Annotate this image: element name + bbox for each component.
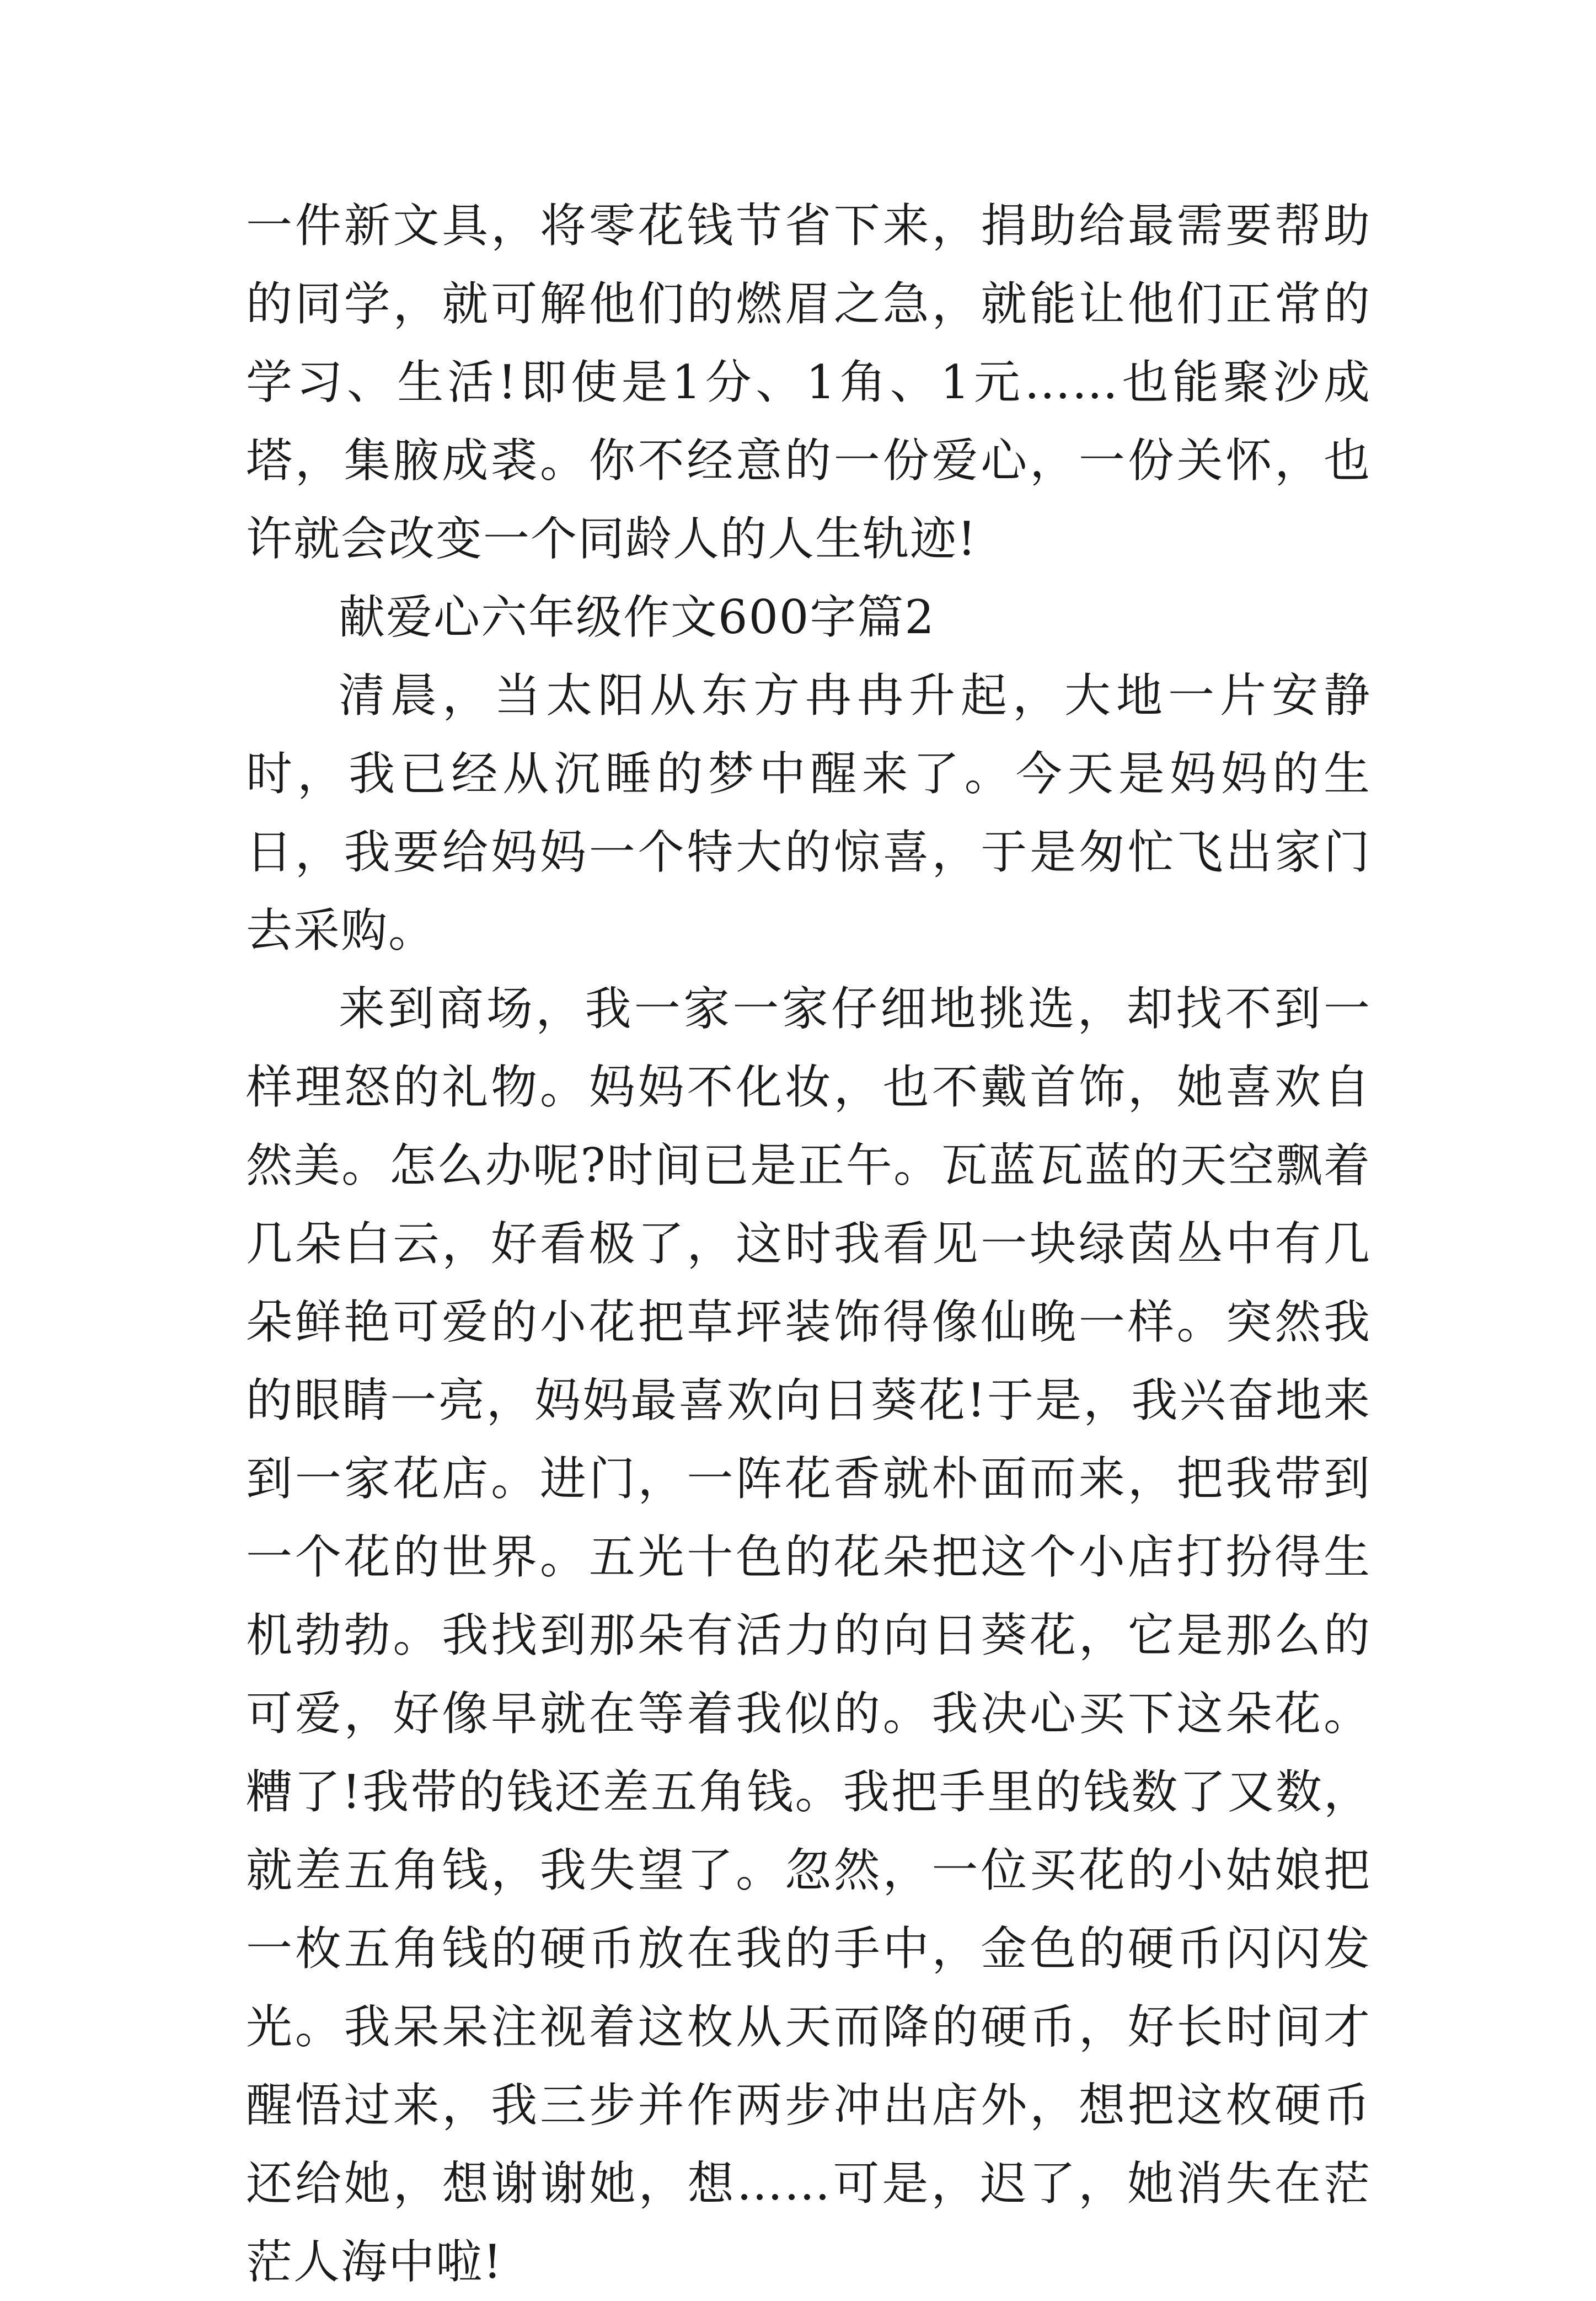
paragraph-continuation: 一件新文具，将零花钱节省下来，捐助给最需要帮助的同学，就可解他们的燃眉之急，就能让他们正常的学习、生活!即使是1分、1角、1元……也能聚沙成塔，集腋成裘。你不经意的一份爱心，一份关怀，也许就会改变一个同龄人的人生轨迹! bbox=[246, 199, 1371, 566]
paragraph-morning: 清晨，当太阳从东方冉冉升起，大地一片安静时，我已经从沉睡的梦中醒来了。今天是妈妈的生日，我要给妈妈一个特大的惊喜，于是匆忙飞出家门去采购。 bbox=[246, 668, 1371, 957]
section-heading: 献爱心六年级作文600字篇2 bbox=[339, 590, 935, 644]
document-body bbox=[246, 186, 1371, 2301]
paragraph-mall: 来到商场，我一家一家仔细地挑选，却找不到一样理怒的礼物。妈妈不化妆，也不戴首饰，她喜欢自然美。怎么办呢?时间已是正午。瓦蓝瓦蓝的天空飘着几朵白云，好看极了，这时我看见一块绿茵丛中有几朵鲜艳可爱的小花把草坪装饰得像仙晚一样。突然我的眼睛一亮，妈妈最喜欢向日葵花!于是，我兴奋地来到一家花店。进门，一阵花香就朴面而来，把我带到一个花的世界。五光十色的花朵把这个小店打扮得生机勃勃。我找到那朵有活力的向日葵花，它是那么的可爱，好像早就在等着我似的。我决心买下这朵花。糟了!我带的钱还差五角钱。我把手里的钱数了又数，就差五角钱，我失望了。忽然，一位买花的小姑娘把一枚五角钱的硬币放在我的手中，金色的硬币闪闪发光。我呆呆注视着这枚从天而降的硬币，好长时间才醒悟过来，我三步并作两步冲出店外，想把这枚硬币还给她，想谢谢她，想……可是，迟了，她消失在茫茫人海中啦! bbox=[246, 982, 1371, 2289]
